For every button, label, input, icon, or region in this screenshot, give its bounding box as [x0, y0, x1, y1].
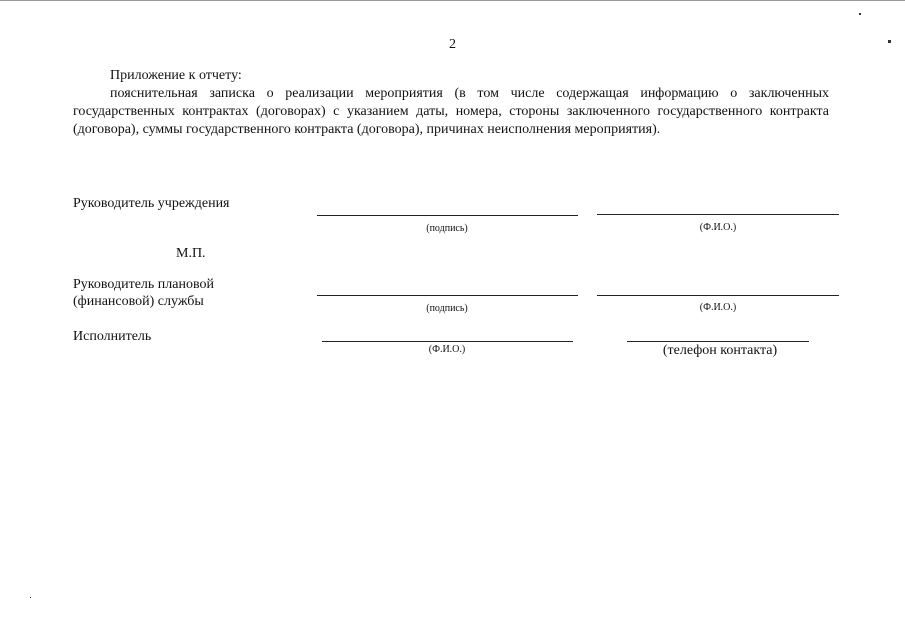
head-of-finance-signature-line — [317, 295, 578, 296]
appendix-heading: Приложение к отчету: — [110, 68, 242, 83]
head-of-institution-signature-caption: (подпись) — [426, 223, 468, 234]
executor-name-line — [322, 341, 573, 342]
head-of-finance-label-line2: (финансовой) службы — [73, 294, 204, 309]
head-of-finance-name-caption: (Ф.И.О.) — [699, 302, 737, 313]
scan-speck — [30, 597, 31, 598]
executor-phone-caption: (телефон контакта) — [662, 343, 778, 358]
scan-top-edge — [0, 0, 905, 1]
executor-label: Исполнитель — [73, 329, 152, 344]
executor-name-caption: (Ф.И.О.) — [428, 344, 466, 355]
scan-speck — [859, 13, 861, 15]
page-number: 2 — [449, 37, 456, 52]
head-of-finance-label-line1: Руководитель плановой — [73, 277, 214, 292]
executor-phone-line — [627, 341, 809, 342]
head-of-institution-label: Руководитель учреждения — [73, 196, 230, 211]
head-of-institution-name-caption: (Ф.И.О.) — [699, 222, 737, 233]
head-of-finance-signature-caption: (подпись) — [426, 303, 468, 314]
appendix-paragraph: пояснительная записка о реализации мероприятия (в том числе содержащая информацию о заключенных государственных контрактах (договорах) с указанием даты, номера, стороны заключенного государственного контракта (договора), суммы государственного контракта (договора), причинах неисполнения мероприятия). — [73, 86, 829, 137]
head-of-institution-signature-line — [317, 215, 578, 216]
stamp-placeholder: М.П. — [176, 246, 206, 261]
head-of-institution-name-line — [597, 214, 839, 215]
head-of-finance-name-line — [597, 295, 839, 296]
scan-speck — [888, 40, 891, 43]
